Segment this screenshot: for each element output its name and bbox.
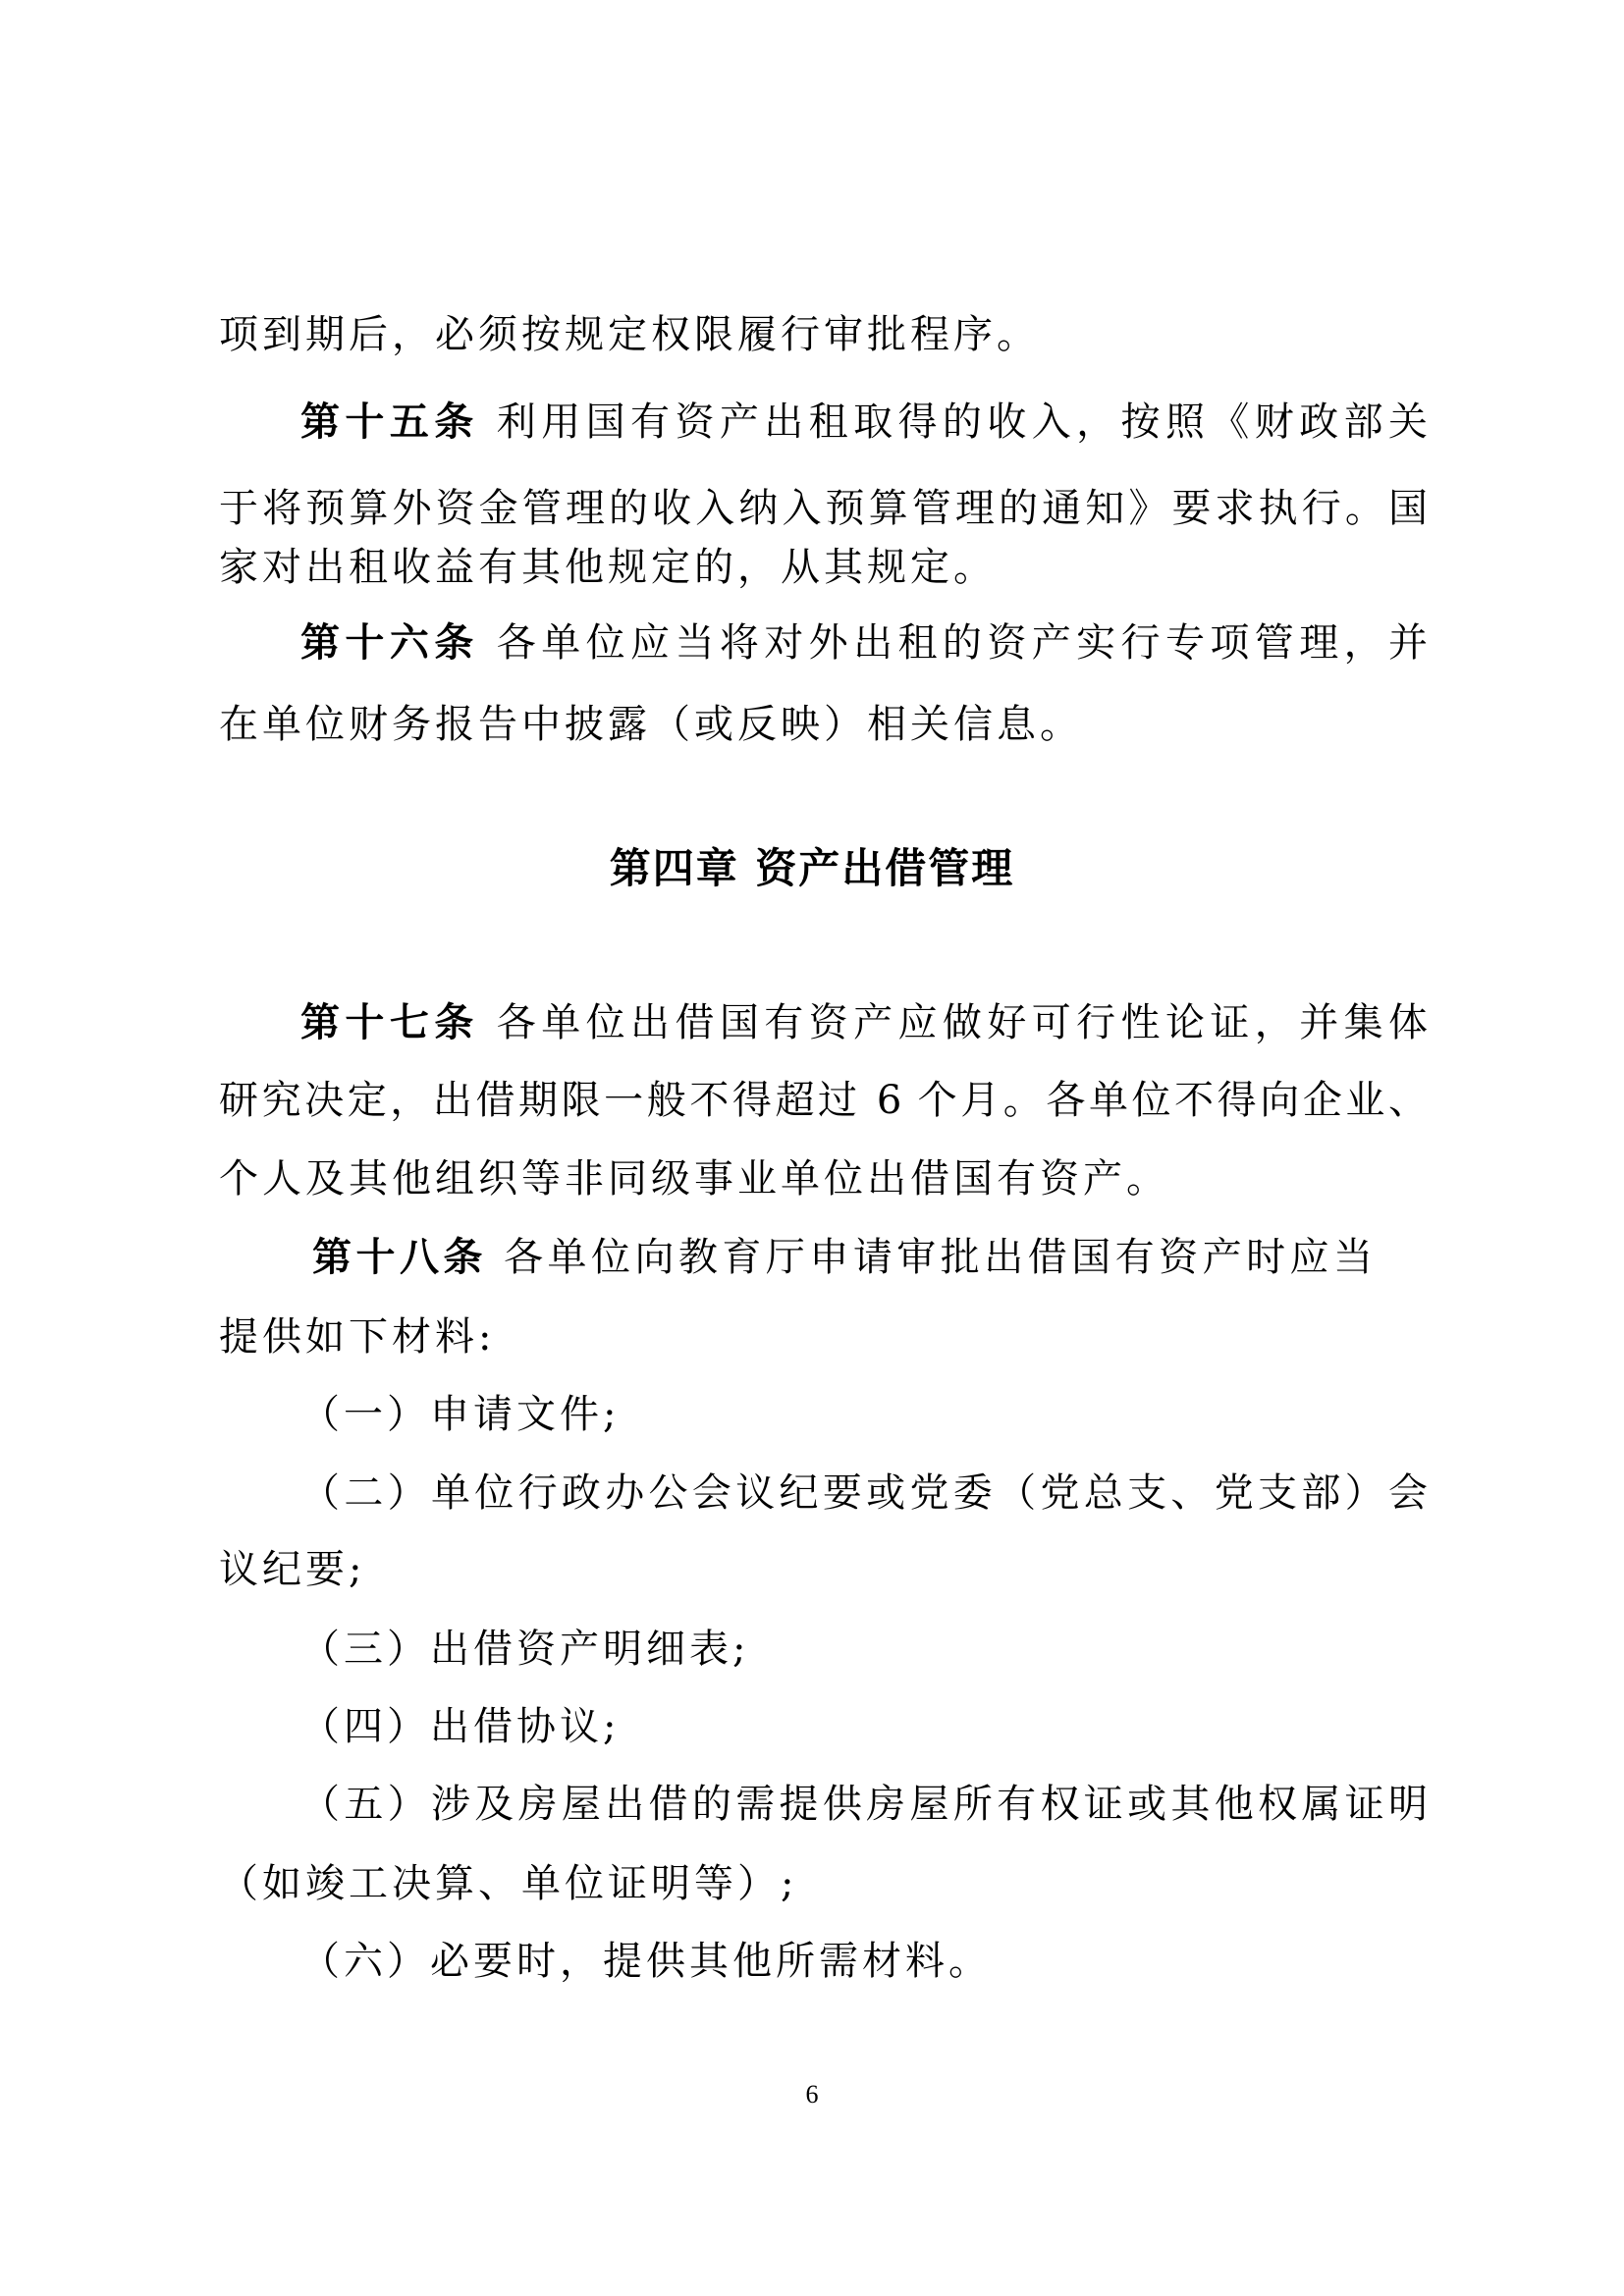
article-18-label: 第十八条 [312, 1234, 487, 1280]
article-15-line-2: 于将预算外资金管理的收入纳入预算管理的通知》要求执行。国 [219, 486, 1428, 531]
chapter-title: 第四章 资产出借管理 [609, 844, 1015, 892]
list-item: 议纪要; [219, 1547, 366, 1592]
list-item: （如竣工决算、单位证明等）; [219, 1861, 798, 1906]
list-item: （四）出借协议; [300, 1704, 621, 1749]
list-item: （三）出借资产明细表; [300, 1627, 750, 1672]
continuation-line: 项到期后，必须按规定权限履行审批程序。 [219, 312, 1040, 357]
article-17-line-1 [300, 998, 1428, 1047]
article-15-text-1: 利用国有资产出租取得的收入，按照《财政部关 [496, 400, 1429, 445]
article-17-line-3: 个人及其他组织等非同级事业单位出借国有资产。 [219, 1156, 1169, 1201]
list-item: （一）申请文件; [300, 1392, 621, 1437]
article-18-text-1: 各单位向教育厅申请审批出借国有资产时应当 [504, 1235, 1374, 1280]
list-item: （二）单位行政办公会议纪要或党委（党总支、党支部）会 [300, 1470, 1428, 1516]
page-number: 6 [805, 2080, 819, 2109]
list-item: （五）涉及房屋出借的需提供房屋所有权证或其他权属证明 [300, 1782, 1428, 1827]
article-16-label: 第十六条 [300, 619, 479, 666]
article-16-line-2: 在单位财务报告中披露（或反映）相关信息。 [219, 702, 1083, 747]
article-15-line-1 [300, 398, 1428, 447]
article-17-line-2: 研究决定，出借期限一般不得超过 6 个月。各单位不得向企业、 [219, 1078, 1428, 1123]
list-item: （六）必要时，提供其他所需材料。 [300, 1939, 992, 1984]
article-15-label: 第十五条 [300, 399, 479, 445]
article-17-label: 第十七条 [300, 999, 479, 1045]
article-18-line-2: 提供如下材料: [219, 1314, 496, 1360]
article-15-line-3: 家对出租收益有其他规定的，从其规定。 [219, 545, 997, 590]
article-18-line-1 [312, 1233, 1373, 1282]
article-16-line-1 [300, 618, 1428, 667]
article-17-text-1: 各单位出借国有资产应做好可行性论证，并集体 [496, 1000, 1429, 1045]
article-16-text-1: 各单位应当将对外出租的资产实行专项管理，并 [496, 620, 1429, 666]
